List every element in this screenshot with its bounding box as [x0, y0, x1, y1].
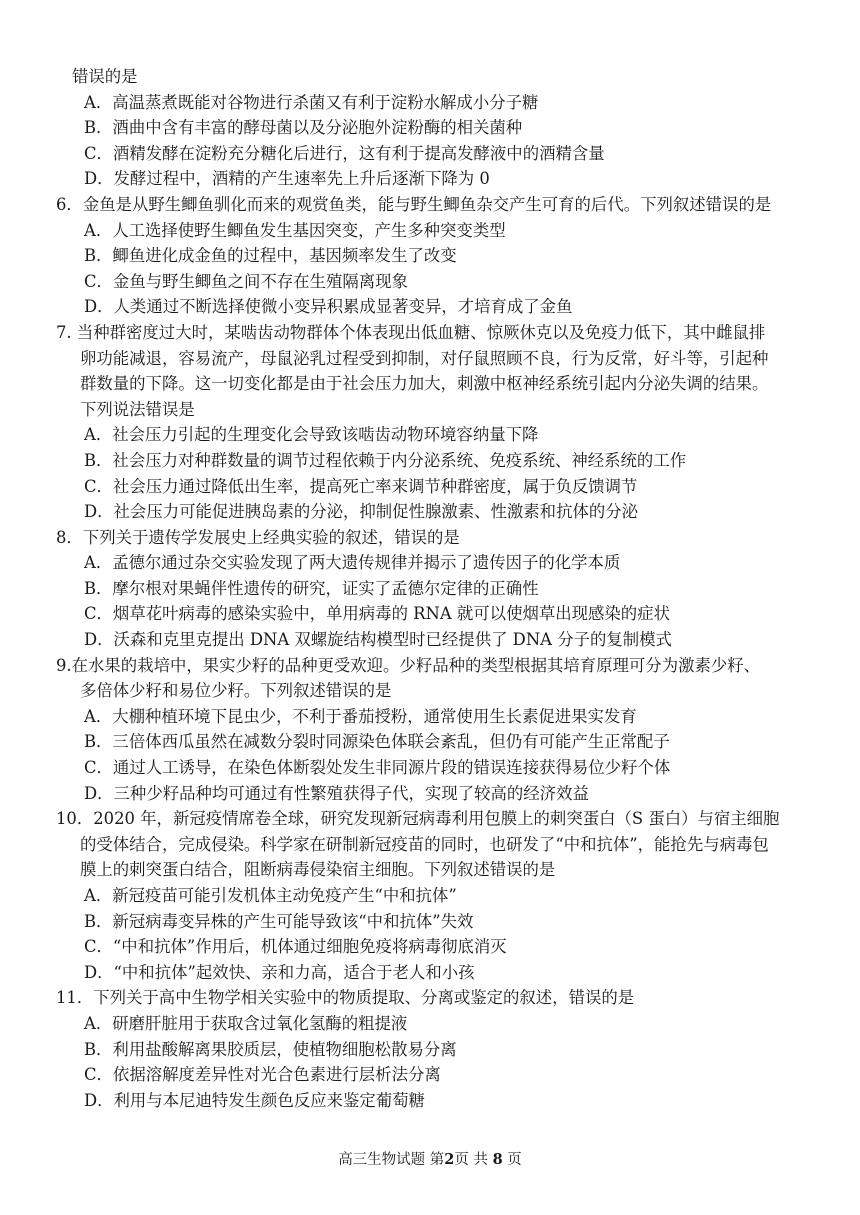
question-7-stem-line-4: 下列说法错误是 [80, 399, 195, 419]
question-11-option-d: D．利用与本尼迪特发生颜色反应来鉴定葡萄糖 [84, 1090, 425, 1110]
question-8-option-b: B．摩尔根对果蝇伴性遗传的研究，证实了孟德尔定律的正确性 [84, 578, 539, 598]
question-10-option-d: D．“中和抗体”起效快、亲和力高，适合于老人和小孩 [84, 962, 475, 982]
question-9-option-a: A．大棚种植环境下昆虫少，不利于番茄授粉，通常使用生长素促进果实发育 [84, 706, 637, 726]
question-6-option-d: D．人类通过不断选择使微小变异积累成显著变异，才培育成了金鱼 [84, 297, 573, 317]
exam-page [56, 64, 816, 1113]
question-11-stem: 11．下列关于高中生物学相关实验中的物质提取、分离或鉴定的叙述，错误的是 [56, 988, 635, 1008]
question-11-option-b: B．利用盐酸解离果胶质层，使植物细胞松散易分离 [84, 1039, 457, 1059]
question-10-stem-line-3: 膜上的刺突蛋白结合，阻断病毒侵染宿主细胞。下列叙述错误的是 [80, 860, 556, 880]
question-10-option-a: A．新冠疫苗可能引发机体主动免疫产生“中和抗体” [84, 886, 457, 905]
question-7-stem-line-2: 卵功能减退，容易流产，母鼠泌乳过程受到抑制，对仔鼠照顾不良，行为反常，好斗等，引起种 [80, 348, 769, 368]
question-5-option-a: A．高温蒸煮既能对谷物进行杀菌又有利于淀粉水解成小分子糖 [84, 92, 539, 112]
footer-total-pages: 8 [492, 1151, 503, 1168]
question-9-option-c: C．通过人工诱导，在染色体断裂处发生非同源片段的错误连接获得易位少籽个体 [84, 758, 671, 778]
footer-middle: 页 共 [454, 1152, 493, 1168]
question-10-stem-line-2: 的受体结合，完成侵染。科学家在研制新冠疫苗的同时，也研发了“中和抗体”，能抢先与病毒包 [80, 834, 769, 854]
footer-suffix: 页 [502, 1152, 522, 1168]
question-7-stem-line-3: 群数量的下降。这一切变化都是由于社会压力加大，刺激中枢神经系统引起内分泌失调的结果。 [80, 374, 769, 394]
question-10-option-b: B．新冠病毒变异株的产生可能导致该“中和抗体”失效 [84, 911, 474, 931]
question-11-option-a: A．研磨肝脏用于获取含过氧化氢酶的粗提液 [84, 1013, 408, 1033]
footer-prefix: 高三生物试题 第 [338, 1152, 445, 1168]
question-7-option-c: C．社会压力通过降低出生率，提高死亡率来调节种群密度，属于负反馈调节 [84, 476, 638, 496]
question-10-option-c: C．“中和抗体”作用后，机体通过细胞免疫将病毒彻底消灭 [84, 937, 507, 957]
question-8-option-d: D．沃森和克里克提出 DNA 双螺旋结构模型时已经提供了 DNA 分子的复制模式 [84, 630, 672, 650]
question-10-stem: 10．2020 年，新冠疫情席卷全球，研究发现新冠病毒利用包膜上的刺突蛋白（S 蛋白）与宿主细胞 [56, 809, 780, 829]
question-7-stem: 7. 当种群密度过大时，某啮齿动物群体个体表现出低血糖、惊厥休克以及免疫力低下，其中雌鼠排 [56, 322, 766, 342]
question-6-option-b: B．鲫鱼进化成金鱼的过程中，基因频率发生了改变 [84, 246, 457, 266]
question-8-option-c: C．烟草花叶病毒的感染实验中，单用病毒的 RNA 就可以使烟草出现感染的症状 [84, 604, 670, 624]
question-7-option-d: D．社会压力可能促进胰岛素的分泌，抑制促性腺激素、性激素和抗体的分泌 [84, 502, 639, 522]
question-6-option-a: A．人工选择使野生鲫鱼发生基因突变，产生多种突变类型 [84, 220, 506, 240]
question-5-option-c: C．酒精发酵在淀粉充分糖化后进行，这有利于提高发酵液中的酒精含量 [84, 143, 605, 163]
question-5-option-d: D．发酵过程中，酒精的产生速率先上升后逐渐下降为 0 [84, 169, 490, 189]
question-6-option-c: C．金鱼与野生鲫鱼之间不存在生殖隔离现象 [84, 271, 408, 291]
question-9-option-b: B．三倍体西瓜虽然在减数分裂时同源染色体联会紊乱，但仍有可能产生正常配子 [84, 732, 670, 752]
footer-page-number: 2 [444, 1151, 455, 1168]
question-9-stem-line-2: 多倍体少籽和易位少籽。下列叙述错误的是 [80, 681, 392, 701]
question-7-option-b: B．社会压力对种群数量的调节过程依赖于内分泌系统、免疫系统、神经系统的工作 [84, 450, 687, 470]
question-5-stem-tail: 错误的是 [72, 67, 138, 86]
question-11-option-c: C．依据溶解度差异性对光合色素进行层析法分离 [84, 1065, 441, 1085]
question-8-stem: 8．下列关于遗传学发展史上经典实验的叙述，错误的是 [56, 527, 460, 547]
question-9-option-d: D．三种少籽品种均可通过有性繁殖获得子代，实现了较高的经济效益 [84, 783, 589, 803]
question-8-option-a: A．孟德尔通过杂交实验发现了两大遗传规律并揭示了遗传因子的化学本质 [84, 553, 621, 573]
page-footer [0, 1150, 860, 1170]
question-7-option-a: A．社会压力引起的生理变化会导致该啮齿动物环境容纳量下降 [84, 425, 539, 445]
question-5-option-b: B．酒曲中含有丰富的酵母菌以及分泌胞外淀粉酶的相关菌种 [84, 118, 523, 138]
question-9-stem: 9.在水果的栽培中，果实少籽的品种更受欢迎。少籽品种的类型根据其培育原理可分为激素少籽、 [56, 655, 761, 675]
question-6-stem: 6．金鱼是从野生鲫鱼驯化而来的观赏鱼类，能与野生鲫鱼杂交产生可育的后代。下列叙述错误的是 [56, 194, 772, 214]
